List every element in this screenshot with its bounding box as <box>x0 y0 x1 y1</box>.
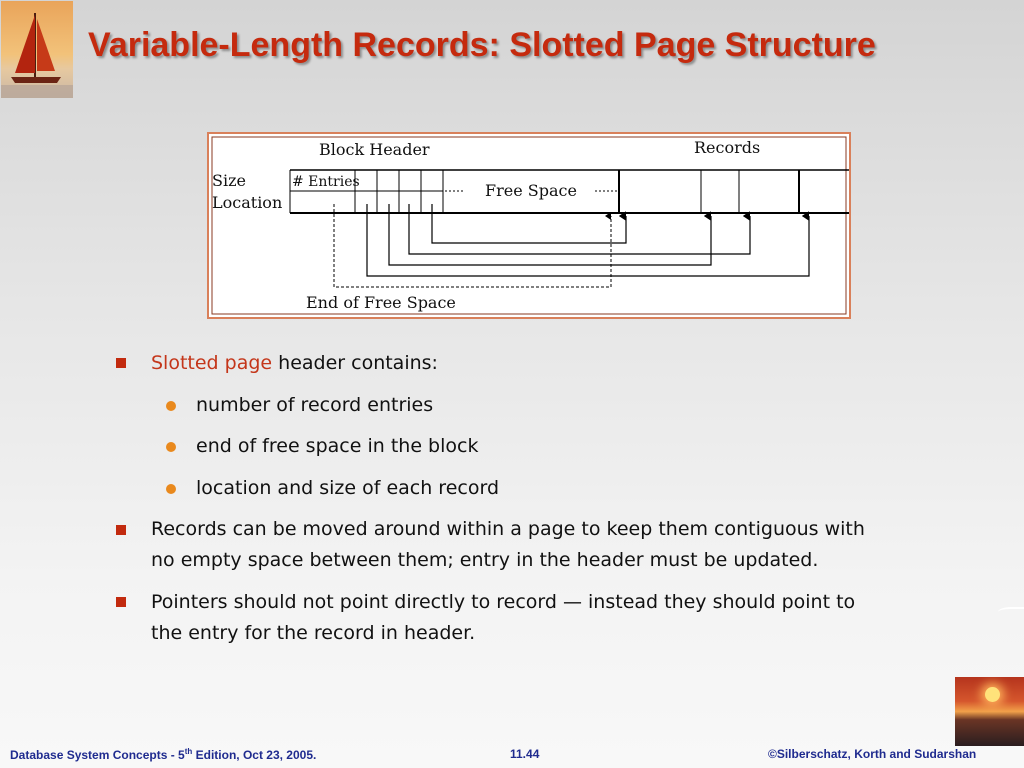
sub-bullet-dot-icon <box>166 442 176 452</box>
footer-page-number: 11.44 <box>510 747 540 761</box>
bullet-line: no empty space between them; entry in the header must be updated. <box>151 549 819 571</box>
decorative-curve <box>998 607 1024 617</box>
sub-bullet-free-space: end of free space in the block <box>196 435 479 457</box>
label-size: Size <box>212 171 246 190</box>
slotted-page-term: Slotted page <box>151 352 273 374</box>
footer-left <box>10 747 316 762</box>
bullet-records-moved <box>151 514 865 576</box>
bullet-square-icon <box>116 525 126 535</box>
label-block-header: Block Header <box>319 140 430 159</box>
bullet-text: header contains: <box>272 352 438 374</box>
sub-bullet-location-size: location and size of each record <box>196 477 499 499</box>
bullet-line: the entry for the record in header. <box>151 622 476 644</box>
bullet-square-icon <box>116 358 126 368</box>
label-records: Records <box>694 138 761 157</box>
sub-bullet-dot-icon <box>166 401 176 411</box>
footer-sup: th <box>184 747 193 756</box>
footer-left-text: Database System Concepts - 5 <box>10 748 185 762</box>
bullet-line: Pointers should not point directly to record — instead they should point to <box>151 591 856 613</box>
sub-bullet-dot-icon <box>166 484 176 494</box>
label-entries: # Entries <box>292 174 360 190</box>
label-end-of-free-space: End of Free Space <box>306 293 456 312</box>
footer-left-date: Edition, Oct 23, 2005. <box>192 748 317 762</box>
sunset-icon <box>955 677 1024 746</box>
footer-copyright: ©Silberschatz, Korth and Sudarshan <box>768 747 977 761</box>
label-location: Location <box>212 193 283 212</box>
slide-title: Variable-Length Records: Slotted Page Structure <box>88 26 876 64</box>
bullet-slotted-page <box>151 348 438 379</box>
bullet-square-icon <box>116 597 126 607</box>
bullet-pointers <box>151 587 855 649</box>
sub-bullet-entries: number of record entries <box>196 394 434 416</box>
bullet-line: Records can be moved around within a page to keep them contiguous with <box>151 518 865 540</box>
label-free-space: Free Space <box>485 181 577 200</box>
